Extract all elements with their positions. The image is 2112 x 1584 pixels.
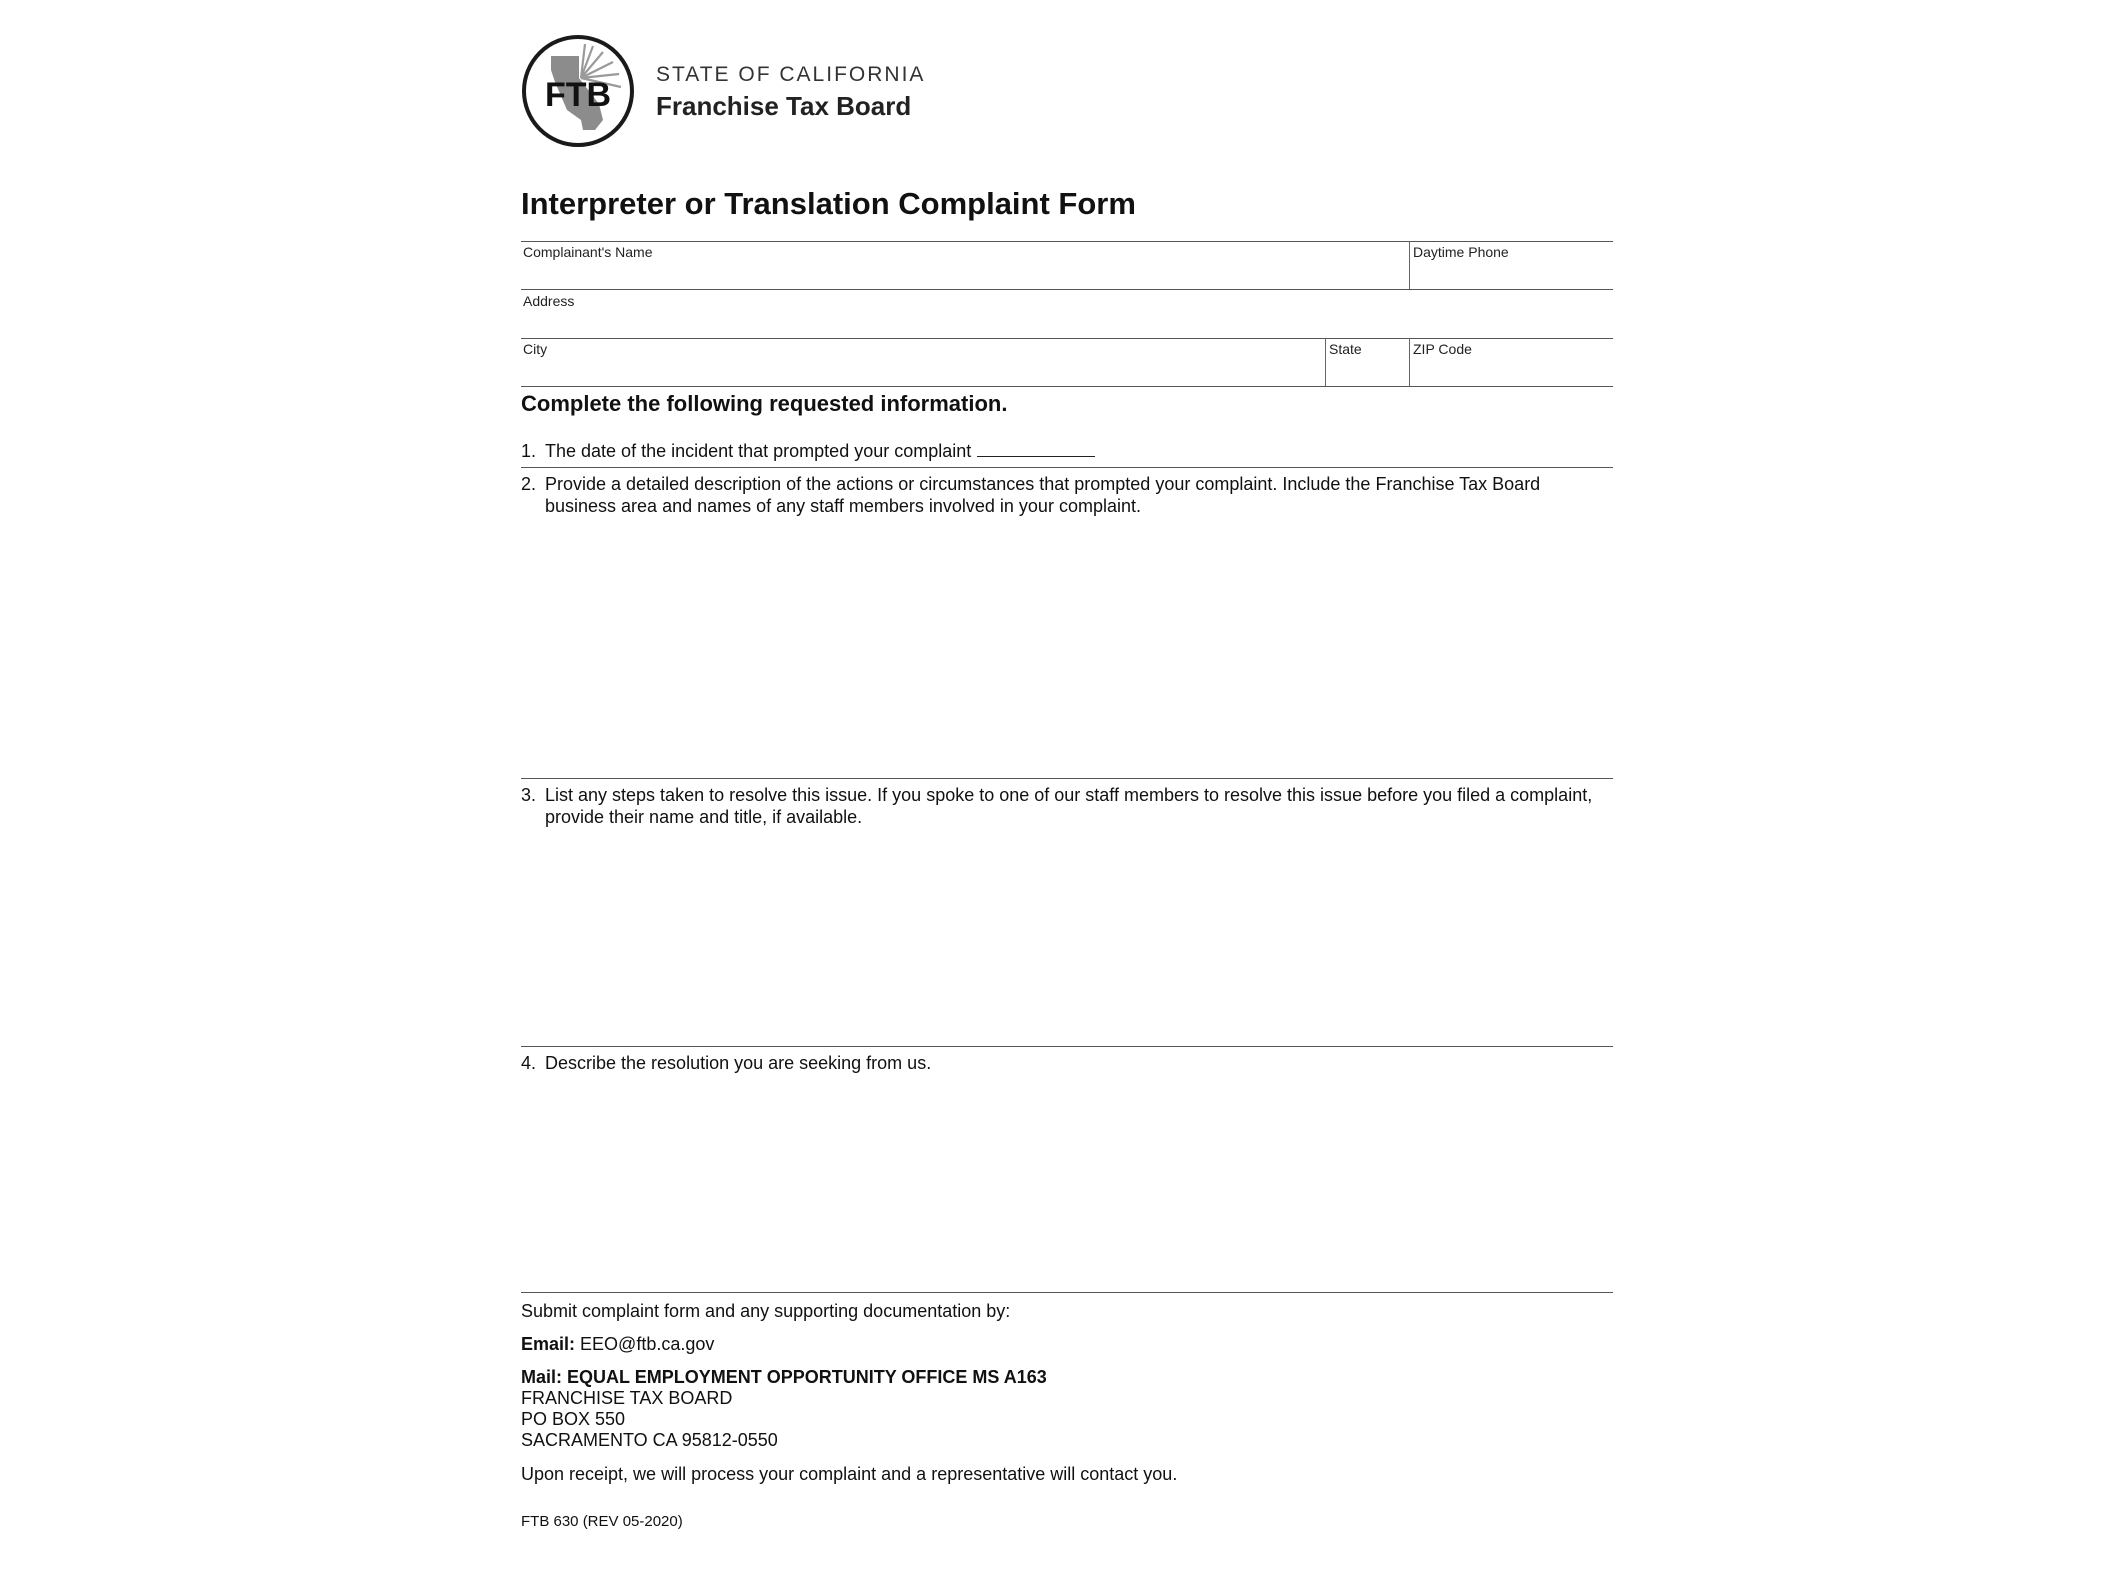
agency-state: STATE OF CALIFORNIA — [656, 63, 926, 86]
address-field[interactable] — [521, 305, 1611, 337]
question-3 — [521, 784, 1616, 828]
section-rule — [521, 1046, 1613, 1047]
question-number: 3. — [521, 785, 537, 805]
question-2 — [521, 473, 1616, 517]
form-code: FTB 630 (REV 05-2020) — [521, 1513, 683, 1530]
grid-divider — [1409, 241, 1410, 289]
email-value[interactable]: EEO@ftb.ca.gov — [580, 1334, 715, 1354]
submit-intro: Submit complaint form and any supporting documentation by: — [521, 1301, 1011, 1321]
ftb-logo-icon — [521, 34, 635, 148]
grid-rule — [521, 241, 1613, 242]
mail-label: Mail: — [521, 1367, 563, 1387]
grid-rule — [521, 289, 1613, 290]
grid-divider — [1325, 338, 1326, 386]
incident-date-field[interactable] — [977, 440, 1095, 457]
city-field[interactable] — [521, 353, 1321, 385]
grid-divider — [1409, 338, 1410, 386]
daytime-phone-label: Daytime Phone — [1413, 244, 1509, 260]
mail-address-block — [521, 1367, 1047, 1451]
mail-line-2: FRANCHISE TAX BOARD — [521, 1388, 733, 1408]
receipt-note: Upon receipt, we will process your complaint and a representative will contact you. — [521, 1464, 1178, 1484]
description-answer-area[interactable] — [521, 520, 1613, 775]
complainant-name-label: Complainant's Name — [523, 244, 653, 260]
question-number: 4. — [521, 1053, 537, 1073]
resolution-sought-answer-area[interactable] — [521, 1080, 1613, 1290]
question-1 — [521, 440, 1616, 462]
question-number: 2. — [521, 474, 537, 494]
mail-office: EQUAL EMPLOYMENT OPPORTUNITY OFFICE MS A163 — [567, 1367, 1047, 1387]
mail-line-4: SACRAMENTO CA 95812-0550 — [521, 1430, 778, 1450]
email-line — [521, 1334, 714, 1355]
zip-code-field[interactable] — [1411, 353, 1611, 385]
question-text: Provide a detailed description of the actions or circumstances that prompted your complaint. Include the Franchise Tax Board business area and names of any staff members involved in your complaint. — [545, 474, 1541, 516]
form-title: Interpreter or Translation Complaint Form — [521, 186, 1136, 221]
city-label: City — [523, 341, 548, 357]
address-label: Address — [523, 293, 575, 309]
resolution-steps-answer-area[interactable] — [521, 832, 1613, 1042]
mail-line-3: PO BOX 550 — [521, 1409, 626, 1429]
question-4 — [521, 1052, 1616, 1074]
question-text: List any steps taken to resolve this issue. If you spoke to one of our staff members to resolve this issue before you filed a complaint, provide their name and title, if available. — [545, 785, 1593, 827]
section-rule — [521, 1292, 1613, 1293]
agency-block — [656, 62, 925, 122]
complainant-name-field[interactable] — [521, 256, 1405, 288]
grid-rule — [521, 386, 1613, 387]
grid-rule — [521, 338, 1613, 339]
section-heading: Complete the following requested information. — [521, 391, 1008, 416]
email-label: Email: — [521, 1334, 576, 1354]
state-label: State — [1329, 341, 1362, 357]
section-rule — [521, 778, 1613, 779]
state-field[interactable] — [1327, 353, 1407, 385]
zip-code-label: ZIP Code — [1413, 341, 1472, 357]
daytime-phone-field[interactable] — [1411, 256, 1611, 288]
question-text: The date of the incident that prompted your complaint — [545, 441, 972, 461]
question-number: 1. — [521, 441, 537, 461]
logo-text: FTB — [544, 76, 612, 114]
agency-name: Franchise Tax Board — [656, 91, 912, 121]
question-text: Describe the resolution you are seeking from us. — [545, 1053, 932, 1073]
section-rule — [521, 467, 1613, 468]
